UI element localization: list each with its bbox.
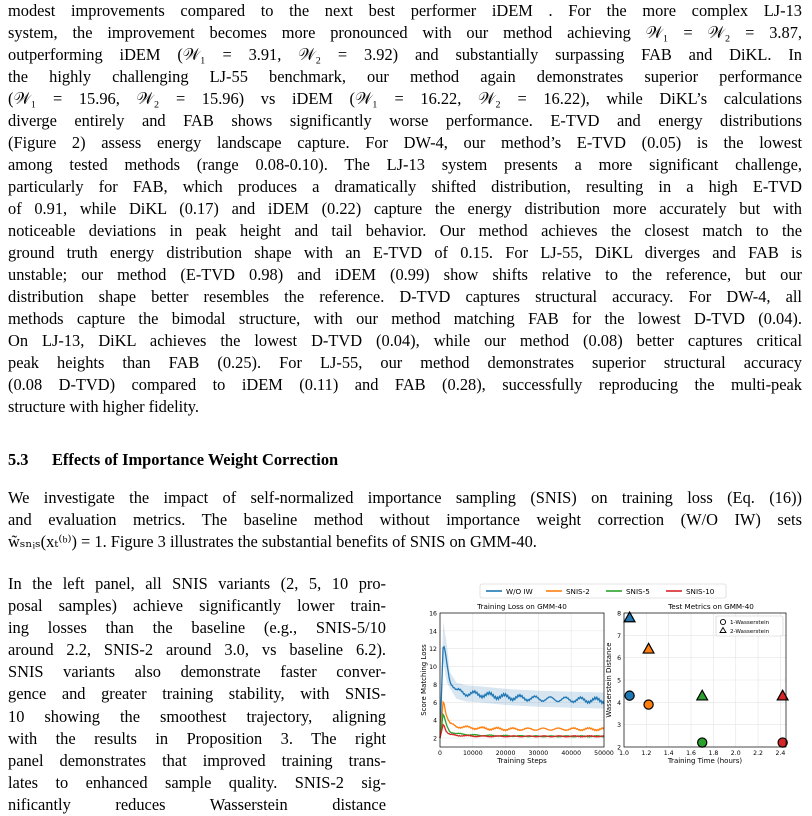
left-xtick-label: 0 bbox=[438, 750, 442, 757]
text-line: posal samples) achieve significantly lower train- bbox=[8, 596, 386, 616]
left-ylabel: Score Matching Loss bbox=[420, 644, 428, 716]
left-panel-title: Training Loss on GMM-40 bbox=[477, 602, 567, 611]
text-line: lates to enhanced sample quality. SNIS-2 sig- bbox=[8, 772, 386, 792]
text-line: distribution shape better resembles the reference. D-TVD captures structural accuracy. For DW-4, all bbox=[8, 287, 802, 306]
right-ytick-label: 3 bbox=[617, 722, 621, 730]
right-legend-label: 2-Wasserstein bbox=[730, 629, 770, 635]
right-ylabel: Wasserstein Distance bbox=[605, 642, 613, 718]
legend-label: SNIS-10 bbox=[686, 587, 715, 596]
left-xtick-label: 40000 bbox=[561, 750, 582, 757]
left-xtick-label: 30000 bbox=[528, 750, 549, 757]
left-xlabel: Training Steps bbox=[497, 757, 547, 765]
text-line: around 2.2, SNIS-2 around 3.0, vs baseline 6.2). bbox=[8, 640, 386, 660]
text-line: outperforming iDEM (𝒲₁ = 3.91, 𝒲₂ = 3.92) and substantially surpassing FAB and DiKL. In bbox=[8, 45, 802, 64]
point-w1-w-o-iw bbox=[625, 691, 634, 700]
snis-intro-paragraph bbox=[8, 487, 802, 553]
section-heading bbox=[8, 450, 338, 470]
left-ytick-label: 14 bbox=[429, 628, 437, 636]
section-title: Effects of Importance Weight Correction bbox=[52, 450, 339, 469]
section-number: 5.3 bbox=[8, 450, 29, 469]
right-ytick-label: 5 bbox=[617, 677, 621, 685]
figure-3 bbox=[420, 583, 812, 773]
text-line: the highly challenging LJ-55 benchmark, our method again demonstrates superior performance bbox=[8, 67, 802, 86]
point-w1-snis-2 bbox=[644, 700, 653, 709]
left-ytick-label: 8 bbox=[433, 681, 437, 689]
text-line: particularly for FAB, which produces a dramatically shifted distribution, resulting in a high E-TVD bbox=[8, 177, 802, 196]
point-w2-snis-5 bbox=[697, 690, 708, 700]
right-xtick-label: 1.4 bbox=[663, 750, 674, 757]
text-line: methods capture the bimodal structure, with our method matching FAB for the lowest D-TVD (0.04). bbox=[8, 309, 802, 328]
text-line: structure with higher fidelity. bbox=[8, 397, 200, 416]
text-line: nificantly reduces Wasserstein distance bbox=[8, 794, 386, 814]
text-line: peak heights than FAB (0.25). For LJ-55, our method demonstrates superior structural accuracy bbox=[8, 353, 802, 372]
right-xlabel: Training Time (hours) bbox=[667, 757, 743, 765]
text-line: We investigate the impact of self-normalized importance sampling (SNIS) on training loss (Eq. (16)) bbox=[8, 488, 802, 507]
text-line: gence and greater training stability, with SNIS- bbox=[8, 684, 386, 704]
text-line: with the results in Proposition 3. The right bbox=[8, 728, 386, 748]
text-line: (0.08 D-TVD) compared to iDEM (0.11) and FAB (0.28), successfully reproducing the multi-peak bbox=[8, 375, 802, 394]
text-line: In the left panel, all SNIS variants (2, 5, 10 pro- bbox=[8, 574, 386, 593]
right-xtick-label: 1.8 bbox=[708, 750, 719, 757]
snis-discussion-paragraph bbox=[8, 573, 386, 814]
text-line: panel demonstrates that improved training trans- bbox=[8, 750, 386, 770]
right-ytick-label: 6 bbox=[617, 655, 621, 663]
right-ytick-label: 7 bbox=[617, 632, 621, 640]
text-line: unstable; our method (E-TVD 0.98) and iDEM (0.99) show shifts relative to the reference, but our bbox=[8, 265, 802, 284]
text-line: (𝒲₁ = 15.96, 𝒲₂ = 15.96) vs iDEM (𝒲₁ = 16.22, 𝒲₂ = 16.22), while DiKL’s calculations bbox=[8, 89, 802, 108]
legend-label: W/O IW bbox=[506, 587, 533, 596]
text-line: SNIS variants also demonstrate faster conver- bbox=[8, 662, 386, 682]
right-ytick-label: 4 bbox=[617, 699, 621, 707]
right-ytick-label: 8 bbox=[617, 610, 621, 618]
left-xtick-label: 10000 bbox=[462, 750, 483, 757]
text-line: noticeable deviations in peak height and tail behavior. Our method achieves the closest match to the bbox=[8, 221, 802, 240]
right-panel-title: Test Metrics on GMM-40 bbox=[668, 602, 754, 611]
legend-circle-marker bbox=[720, 619, 725, 624]
left-ytick-label: 12 bbox=[429, 646, 437, 654]
text-line: modest improvements compared to the next best performer iDEM . For the more complex LJ-13 bbox=[8, 1, 802, 20]
text-line: of 0.91, while DiKL (0.17) and iDEM (0.22) capture the energy distribution more accurately but with bbox=[8, 199, 802, 218]
right-xtick-label: 2.2 bbox=[753, 750, 763, 757]
left-xtick-label: 50000 bbox=[594, 750, 614, 757]
text-line: and evaluation metrics. The baseline method without importance weight correction (W/O IW) sets bbox=[8, 510, 802, 529]
right-xtick-label: 1.0 bbox=[619, 750, 629, 757]
point-w1-snis-5 bbox=[698, 738, 707, 747]
left-ytick-label: 16 bbox=[429, 610, 437, 618]
right-xtick-label: 1.6 bbox=[686, 750, 696, 757]
left-ytick-label: 2 bbox=[433, 735, 437, 743]
text-line: w̃ₛₙᵢₛ(xₜ⁽ᵇ⁾) = 1. Figure 3 illustrates the substantial benefits of SNIS on GMM-40. bbox=[8, 532, 537, 551]
text-line: (Figure 2) assess energy landscape capture. For DW-4, our method’s E-TVD (0.05) is the lowest bbox=[8, 133, 802, 152]
text-line: among tested methods (range 0.08-0.10). The LJ-13 system presents a more significant challenge, bbox=[8, 155, 802, 174]
text-line: system, the improvement becomes more pronounced with our method achieving 𝒲₁ = 𝒲₂ = 3.87, bbox=[8, 23, 802, 42]
legend-label: SNIS-2 bbox=[566, 587, 590, 596]
left-ytick-label: 6 bbox=[433, 699, 437, 707]
text-line: ground truth energy distribution shape with an E-TVD of 0.15. For LJ-55, DiKL diverges and FAB is bbox=[8, 243, 802, 262]
point-w2-w-o-iw bbox=[624, 612, 635, 622]
text-line: ing losses than the baseline (e.g., SNIS-5/10 bbox=[8, 618, 386, 638]
right-legend-label: 1-Wasserstein bbox=[730, 620, 770, 626]
legend-label: SNIS-5 bbox=[626, 587, 650, 596]
point-w2-snis-2 bbox=[643, 643, 654, 653]
text-line: On LJ-13, DiKL achieves the lowest D-TVD (0.04), while our method (0.08) better captures critical bbox=[8, 331, 802, 350]
left-xtick-label: 20000 bbox=[495, 750, 516, 757]
right-xtick-label: 1.2 bbox=[641, 750, 652, 757]
right-xtick-label: 2.0 bbox=[730, 750, 741, 757]
text-line: diverge entirely and FAB shows significantly worse performance. E-TVD and energy distributions bbox=[8, 111, 802, 130]
results-paragraph bbox=[8, 0, 802, 418]
left-ytick-label: 10 bbox=[429, 664, 437, 672]
right-xtick-label: 2.4 bbox=[775, 750, 786, 757]
right-ytick-label: 2 bbox=[617, 744, 621, 752]
left-ytick-label: 4 bbox=[433, 717, 437, 725]
text-line: 10 showing the smoothest trajectory, aligning bbox=[8, 706, 386, 726]
figure-3-svg bbox=[420, 583, 812, 773]
point-w2-snis-10 bbox=[777, 690, 788, 700]
